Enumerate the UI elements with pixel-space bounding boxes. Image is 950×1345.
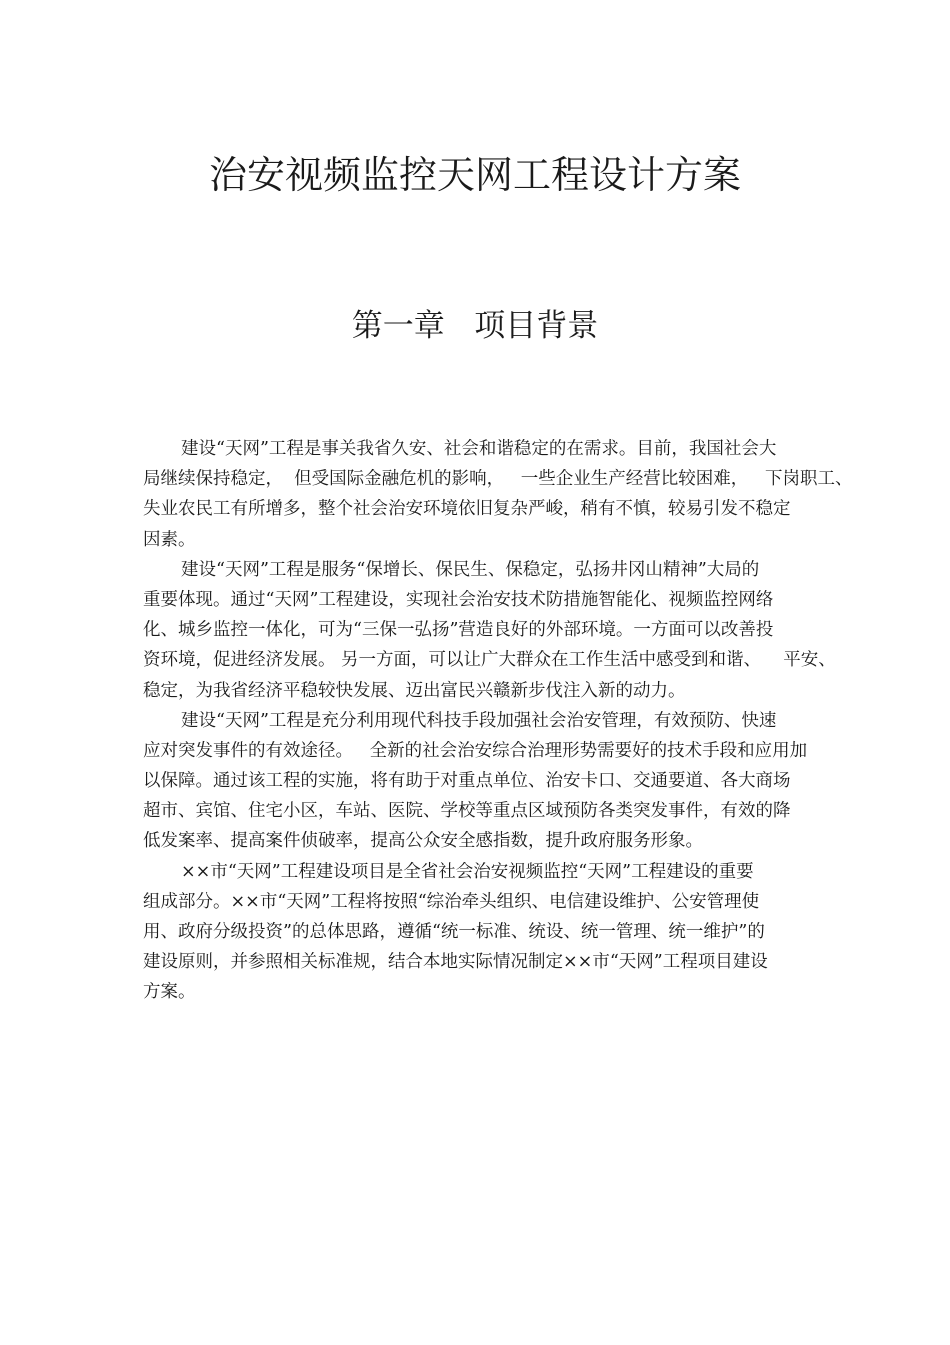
paragraph-2-line-4: 资环境，促进经济发展。 另一方面，可以让广大群众在工作生活中感受到和谐、 平安、 [143,650,836,671]
paragraph-2-line-1: 建设“天网”工程是服务“保增长、保民生、保稳定，弘扬井冈山精神”大局的 [181,559,760,580]
body-text [143,434,863,1008]
paragraph-3-line-2: 应对突发事件的有效途径。 全新的社会治安综合治理形势需要好的技术手段和应用加 [143,740,808,761]
paragraph-3-line-5: 低发案率、提高案件侦破率，提高公众安全感指数，提升政府服务形象。 [143,831,703,852]
paragraph-1-line-2: 局继续保持稳定， 但受国际金融危机的影响， 一些企业生产经营比较困难， 下岗职工、 [143,469,853,490]
paragraph-4-line-4: 建设原则，并参照相关标准规，结合本地实际情况制定××市“天网”工程项目建设 [143,952,768,973]
paragraph-2-line-5: 稳定，为我省经济平稳较快发展、迈出富民兴赣新步伐注入新的动力。 [143,680,686,701]
paragraph-1-line-4: 因素。 [143,529,196,550]
paragraph-2-line-3: 化、城乡监控一体化，可为“三保一弘扬”营造良好的外部环境。一方面可以改善投 [143,620,774,641]
chapter-title: 第一章 项目背景 [351,308,599,344]
paragraph-3-line-3: 以保障。通过该工程的实施，将有助于对重点单位、治安卡口、交通要道、各大商场 [143,771,791,792]
paragraph-4-line-5: 方案。 [143,982,196,1003]
paragraph-4-line-3: 用、政府分级投资”的总体思路，遵循“统一标准、统设、统一管理、统一维护”的 [143,922,765,942]
document-title: 治安视频监控天网工程设计方案 [208,153,741,197]
paragraph-3-line-4: 超市、宾馆、住宅小区，车站、医院、学校等重点区域预防各类突发事件，有效的降 [143,801,791,822]
paragraph-2-line-2: 重要体现。通过“天网”工程建设，实现社会治安技术防措施智能化、视频监控网络 [143,589,774,610]
paragraph-4-line-1: ××市“天网”工程建设项目是全省社会治安视频监控“天网”工程建设的重要 [181,861,754,882]
paragraph-1-line-3: 失业农民工有所增多，整个社会治安环境依旧复杂严峻，稍有不慎，较易引发不稳定 [143,499,791,520]
paragraph-3-line-1: 建设“天网”工程是充分利用现代科技手段加强社会治安管理，有效预防、快速 [181,710,777,731]
paragraph-4-line-2: 组成部分。××市“天网”工程将按照“综治牵头组织、电信建设维护、公安管理使 [143,891,760,912]
paragraph-1-line-1: 建设“天网”工程是事关我省久安、社会和谐稳定的在需求。目前，我国社会大 [181,439,777,459]
